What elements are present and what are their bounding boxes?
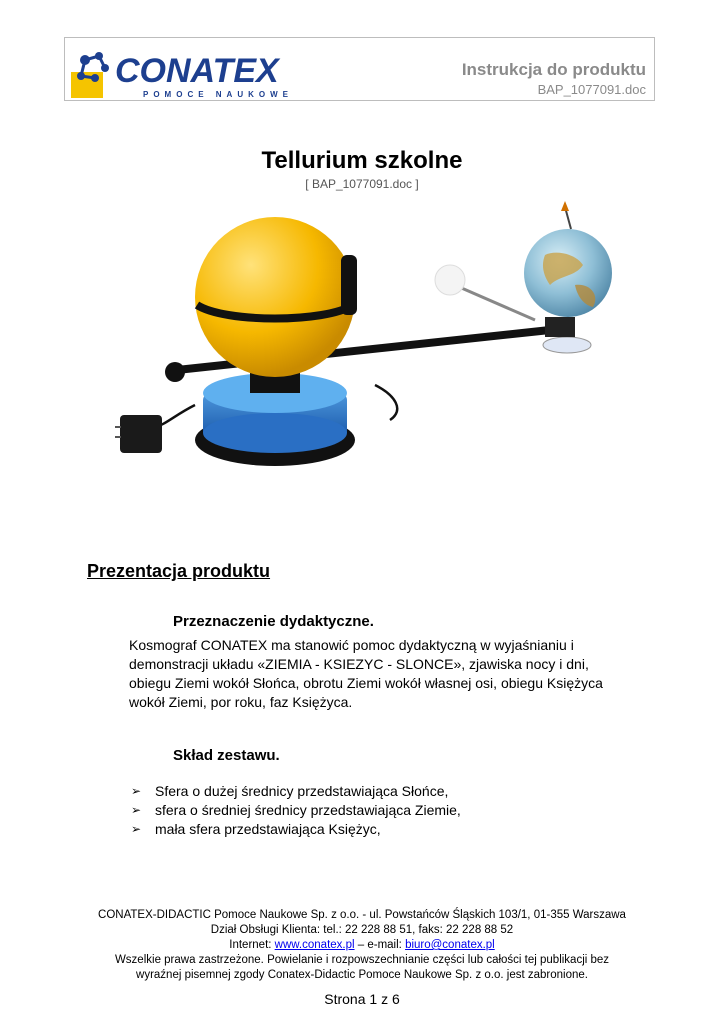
tellurium-product-photo [105, 195, 615, 495]
arrow-bullet-icon: ➢ [131, 784, 142, 798]
conatex-logo [71, 46, 311, 99]
page-title: Tellurium szkolne [261, 147, 463, 174]
page-number: Strona 1 z 6 [324, 991, 400, 1007]
sun-sphere [195, 217, 355, 377]
purpose-line: obiegu Ziemi wokół Słońca, obrotu Ziemi wokół własnej osi, obiegu Księżyca [129, 675, 603, 691]
list-item: ➢ Sfera o dużej średnicy przedstawiająca Słońce, [131, 783, 449, 799]
page-subtitle: [ BAP_1077091.doc ] [305, 177, 419, 191]
logo-wordmark: CONATEX [115, 52, 279, 90]
arrow-bullet-icon: ➢ [131, 822, 142, 836]
purpose-line: wokół Ziemi, por roku, faz Księżyca. [129, 694, 353, 710]
purpose-line: Kosmograf CONATEX ma stanowić pomoc dydaktyczną w wyjaśnianiu i [129, 637, 574, 653]
moon-sphere [435, 265, 465, 295]
contents-heading: Skład zestawu. [173, 747, 280, 764]
document-header [64, 37, 655, 101]
purpose-heading: Przeznaczenie dydaktyczne. [173, 613, 374, 630]
list-item: ➢ sfera o średniej średnicy przedstawiająca Ziemie, [131, 802, 461, 818]
website-link[interactable]: www.conatex.pl [274, 939, 355, 951]
power-adapter-icon [120, 415, 162, 453]
footer-contact: Dział Obsługi Klienta: tel.: 22 228 88 51, faks: 22 228 88 52 [210, 924, 514, 936]
footer-address: CONATEX-DIDACTIC Pomoce Naukowe Sp. z o.o. - ul. Powstańców Śląskich 103/1, 01-355 Warszawa [98, 909, 626, 921]
logo-tagline: POMOCE NAUKOWE [143, 90, 293, 99]
email-link[interactable]: biuro@conatex.pl [405, 939, 495, 951]
list-item: ➢ mała sfera przedstawiająca Księżyc, [131, 821, 381, 837]
footer-rights-cont: wyraźnej pisemnej zgody Conatex-Didactic Pomoce Naukowe Sp. z o.o. jest zabronione. [136, 969, 588, 981]
footer-web: Internet: www.conatex.pl – e-mail: biuro@conatex.pl [229, 939, 495, 951]
arrow-bullet-icon: ➢ [131, 803, 142, 817]
footer-rights: Wszelkie prawa zastrzeżone. Powielanie i rozpowszechnianie części lub całości tej publikacji bez [114, 954, 610, 966]
purpose-paragraph [129, 636, 629, 712]
page-footer [0, 908, 724, 983]
month-disc [543, 337, 591, 353]
contents-list [131, 782, 461, 839]
header-doc-file: BAP_1077091.doc [537, 82, 646, 97]
lamp-lens [341, 255, 357, 315]
header-doc-type: Instrukcja do produktu [461, 60, 646, 79]
section-heading: Prezentacja produktu [87, 561, 271, 581]
purpose-line: demonstracji układu «ZIEMIA - KSIEZYC - SLONCE», zjawiska nocy i dni, [129, 656, 589, 672]
